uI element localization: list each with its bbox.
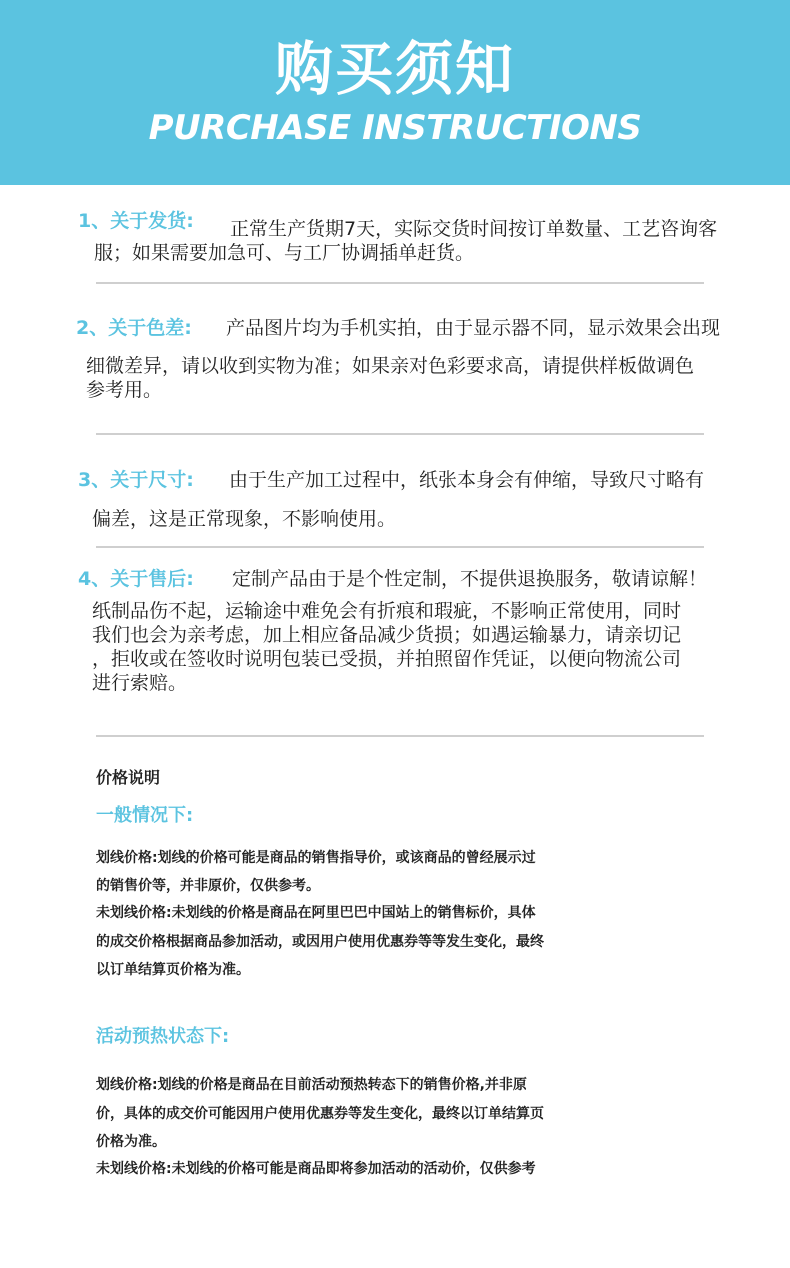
preheat-line-1: 划线价格:划线的价格是商品在目前活动预热转态下的销售价格,并非原 [96,1077,527,1093]
section-1-line-1: 正常生产货期7天，实际交货时间按订单数量、工艺咨询客 [230,218,718,240]
preheat-heading: 活动预热状态下: [96,1026,230,1047]
section-4-line-4: ，拒收或在签收时说明包装已受损，并拍照留作凭证，以便向物流公司 [92,648,682,670]
section-4-line-1: 定制产品由于是个性定制，不提供退换服务，敬请谅解！ [232,568,708,590]
normal-heading: 一般情况下: [96,805,194,826]
normal-line-3: 未划线价格:未划线的价格是商品在阿里巴巴中国站上的销售标价，具体 [96,905,536,921]
preheat-line-3: 价格为准。 [96,1134,166,1150]
section-3-line-2: 偏差，这是正常现象，不影响使用。 [92,508,397,530]
normal-line-4: 的成交价格根据商品参加活动，或因用户使用优惠券等等发生变化，最终 [96,934,544,950]
section-2-label: 2、关于色差: [76,317,192,339]
banner-title: 购买须知 [274,35,515,103]
section-2-line-2: 细微差异，请以收到实物为准；如果亲对色彩要求高，请提供样板做调色 [86,355,695,377]
section-4-line-5: 进行索赔。 [92,672,188,694]
section-3-label: 3、关于尺寸: [78,469,194,491]
preheat-line-4: 未划线价格:未划线的价格可能是商品即将参加活动的活动价，仅供参考 [96,1161,536,1177]
section-2-line-3: 参考用。 [86,379,163,401]
banner-subtitle: PURCHASE INSTRUCTIONS [148,108,642,148]
normal-line-2: 的销售价等，并非原价，仅供参考。 [96,878,320,894]
normal-line-1: 划线价格:划线的价格可能是商品的销售指导价，或该商品的曾经展示过 [96,850,536,866]
section-2-line-1: 产品图片均为手机实拍，由于显示器不同，显示效果会出现 [226,317,721,339]
section-1-label: 1、关于发货: [78,210,194,232]
section-4-line-2: 纸制品伤不起，运输途中难免会有折痕和瑕疵，不影响正常使用，同时 [92,600,682,622]
section-4-line-3: 我们也会为亲考虑，加上相应备品减少货损；如遇运输暴力，请亲切记 [92,624,682,646]
divider-3 [96,546,704,548]
header-banner [0,0,790,185]
preheat-line-2: 价，具体的成交价可能因用户使用优惠券等发生变化，最终以订单结算页 [96,1106,544,1122]
normal-line-5: 以订单结算页价格为准。 [96,962,250,978]
section-1-line-2: 服；如果需要加急可、与工厂协调插单赶货。 [94,242,475,264]
divider-2 [96,433,704,435]
price-heading: 价格说明 [96,768,161,787]
section-3-line-1: 由于生产加工过程中，纸张本身会有伸缩，导致尺寸略有 [229,469,705,491]
divider-1 [96,282,704,284]
section-4-label: 4、关于售后: [78,568,194,590]
divider-4 [96,735,704,737]
